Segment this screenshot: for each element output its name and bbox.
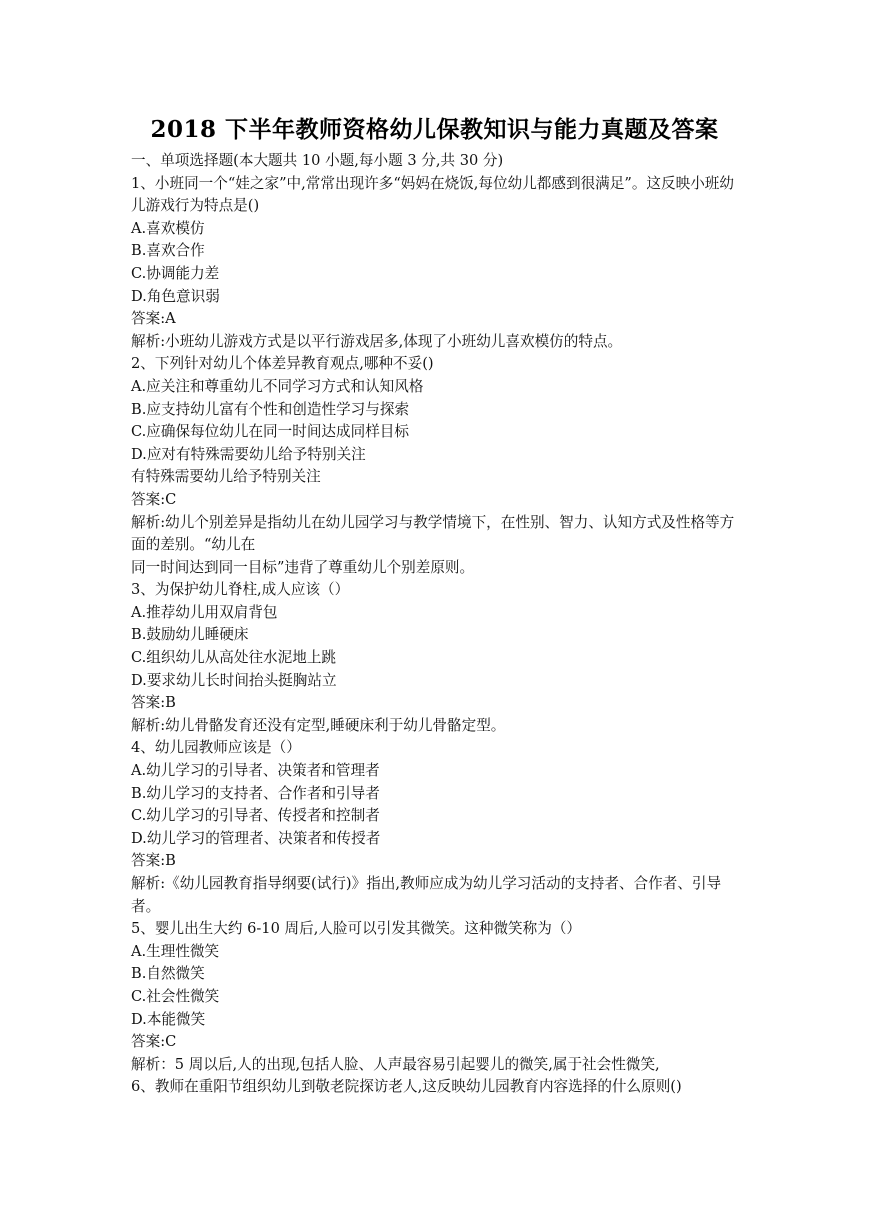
question-1-option-a: A.喜欢模仿 <box>131 219 205 237</box>
question-5-option-a: A.生理性微笑 <box>131 942 220 960</box>
question-1-option-c: C.协调能力差 <box>131 264 220 282</box>
question-4-option-d: D.幼儿学习的管理者、决策者和传授者 <box>131 829 381 847</box>
question-3-answer: 答案:B <box>131 694 176 712</box>
question-3-option-c: C.组织幼儿从高处往水泥地上跳 <box>131 649 337 667</box>
question-2-option-b: B.应支持幼儿富有个性和创造性学习与探索 <box>131 400 410 418</box>
question-4-answer: 答案:B <box>131 852 176 870</box>
question-4-option-b: B.幼儿学习的支持者、合作者和引导者 <box>131 784 380 802</box>
question-5-option-b: B.自然微笑 <box>131 965 205 983</box>
document-title: 2018 下半年教师资格幼儿保教知识与能力真题及答案 <box>150 116 719 143</box>
question-4-analysis: 解析:《幼儿园教育指导纲要(试行)》指出,教师应成为幼儿学习活动的支持者、合作者、引导者。 <box>131 875 722 915</box>
question-3-option-d: D.要求幼儿长时间抬头挺胸站立 <box>131 671 337 689</box>
question-1-stem: 1、小班同一个“娃之家”中,常常出现许多“妈妈在烧饭,每位幼儿都感到很满足”。这反映小班幼儿游戏行为特点是() <box>131 174 734 215</box>
question-2-analysis-cont: 同一时间达到同一目标”违背了尊重幼儿个别差原则。 <box>131 558 475 576</box>
question-3-option-b: B.鼓励幼儿睡硬床 <box>131 626 249 644</box>
question-4-option-c: C.幼儿学习的引导者、传授者和控制者 <box>131 807 380 825</box>
question-3-stem: 3、为保护幼儿脊柱,成人应该（） <box>131 581 350 599</box>
question-1-answer: 答案:A <box>131 310 176 328</box>
section-heading: 一、单项选择题(本大题共 10 小题,每小题 3 分,共 30 分) <box>131 152 504 169</box>
question-5-analysis: 解析：5 周以后,人的出现,包括人脸、人声最容易引起婴儿的微笑,属于社会性微笑, <box>131 1055 660 1073</box>
question-5-answer: 答案:C <box>131 1033 177 1051</box>
question-4-stem: 4、幼儿园教师应该是（） <box>131 739 301 757</box>
question-2-analysis: 解析:幼儿个别差异是指幼儿在幼儿园学习与教学情境下，在性别、智力、认知方式及性格等方面的差别。“幼儿在 <box>131 513 735 554</box>
question-4-option-a: A.幼儿学习的引导者、决策者和管理者 <box>131 762 380 780</box>
question-1-option-d: D.角色意识弱 <box>131 287 220 305</box>
question-3-analysis: 解析:幼儿骨骼发育还没有定型,睡硬床利于幼儿骨骼定型。 <box>131 716 506 734</box>
question-5-option-c: C.社会性微笑 <box>131 987 220 1005</box>
question-6-stem: 6、教师在重阳节组织幼儿到敬老院探访老人,这反映幼儿园教育内容选择的什么原则() <box>131 1078 682 1096</box>
question-2-option-d: D.应对有特殊需要幼儿给予特别关注 <box>131 445 366 463</box>
question-1-analysis: 解析:小班幼儿游戏方式是以平行游戏居多,体现了小班幼儿喜欢模仿的特点。 <box>131 332 623 350</box>
question-3-option-a: A.推荐幼儿用双肩背包 <box>131 603 278 621</box>
question-5-stem: 5、婴儿出生大约 6-10 周后,人脸可以引发其微笑。这种微笑称为（） <box>131 920 582 938</box>
question-2-option-c: C.应确保每位幼儿在同一时间达成同样目标 <box>131 423 409 441</box>
question-2-stem: 2、下列针对幼儿个体差异教育观点,哪种不妥() <box>131 355 434 373</box>
question-5-option-d: D.本能微笑 <box>131 1010 206 1028</box>
document-body <box>131 150 741 1099</box>
question-1-option-b: B.喜欢合作 <box>131 242 205 260</box>
question-2-extra: 有特殊需要幼儿给予特别关注 <box>131 468 321 486</box>
question-2-answer: 答案:C <box>131 490 177 508</box>
question-2-option-a: A.应关注和尊重幼儿不同学习方式和认知风格 <box>131 377 424 395</box>
